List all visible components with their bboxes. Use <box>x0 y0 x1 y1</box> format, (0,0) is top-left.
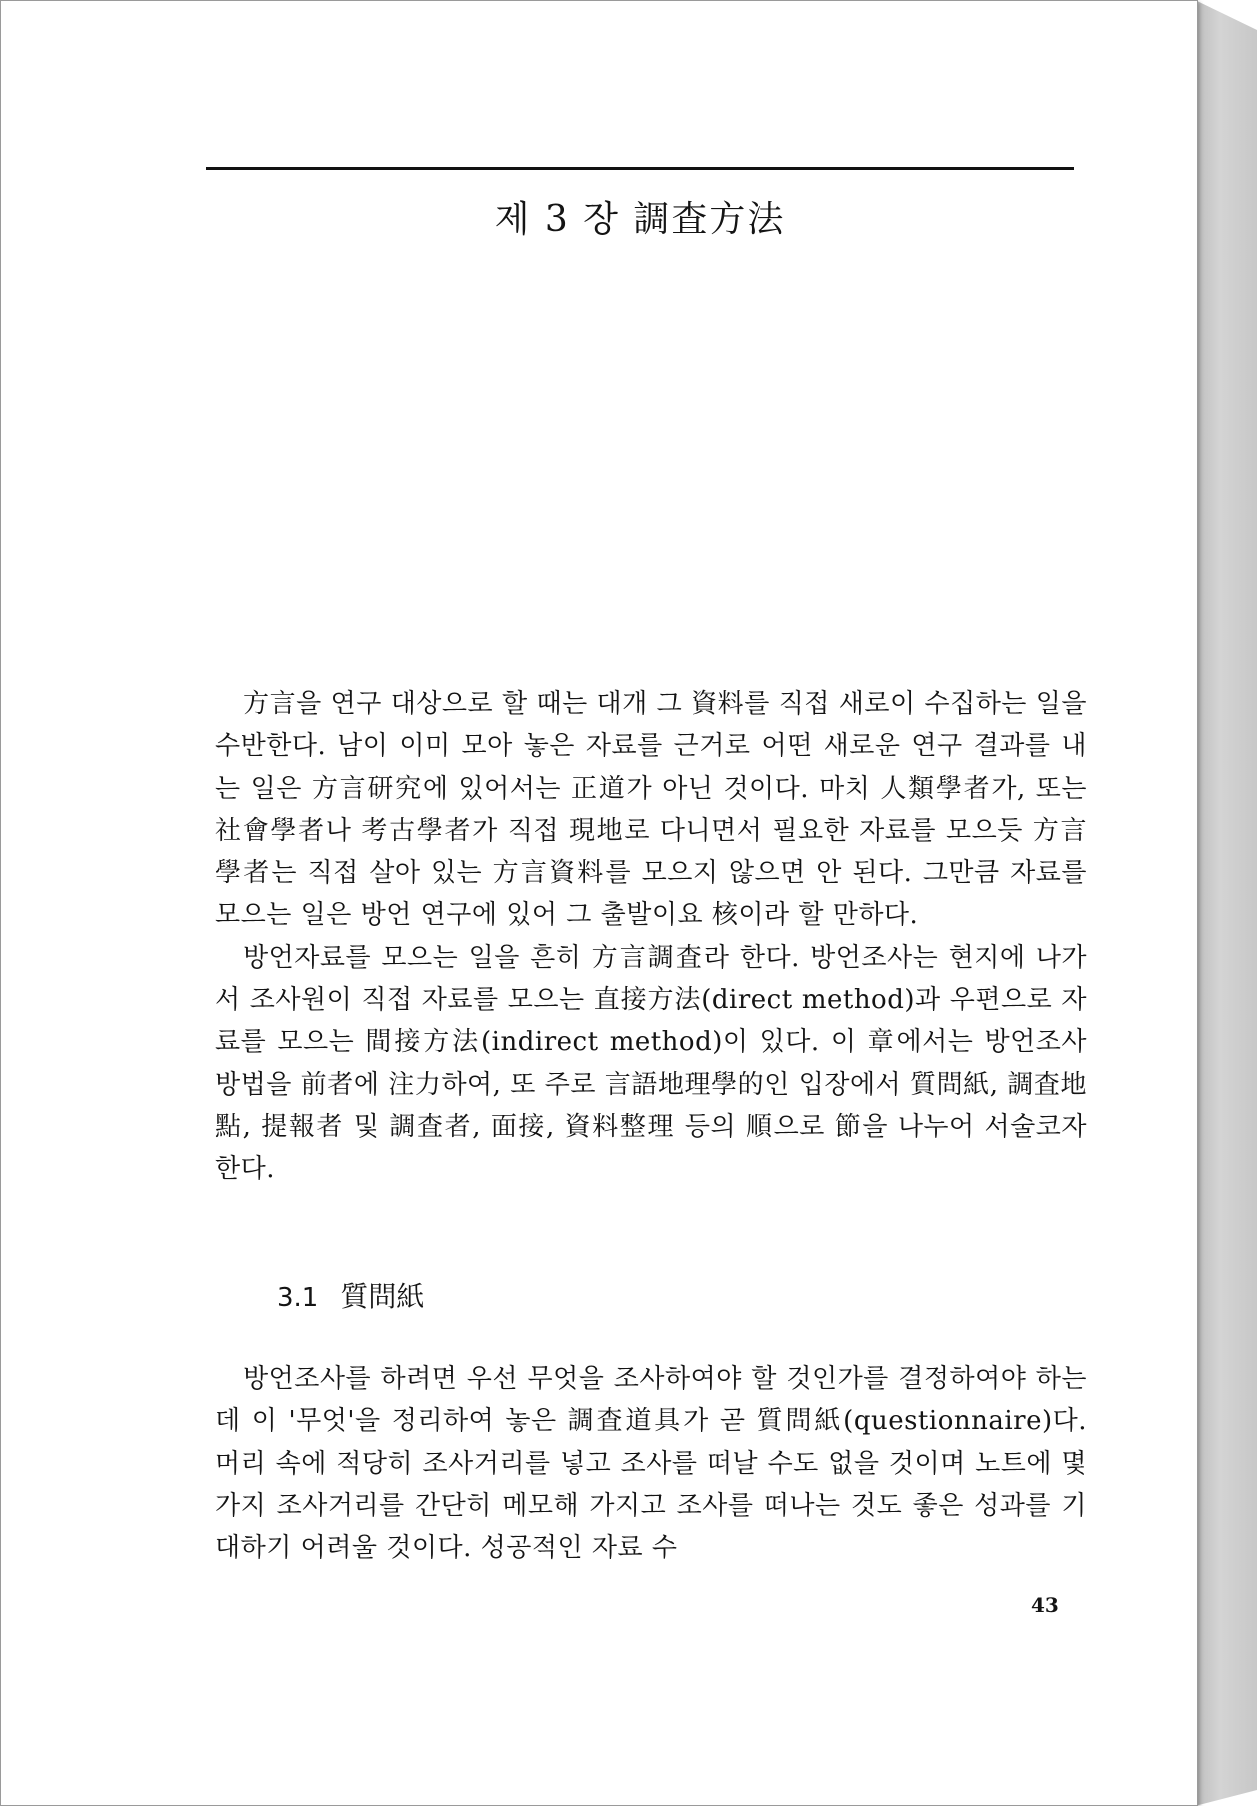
section-text <box>215 1358 1087 1569</box>
page-edge <box>1195 0 1257 1806</box>
chapter-top-rule <box>206 167 1074 170</box>
chapter-title: 제 3 장 調査方法 <box>494 199 786 240</box>
paragraph: 방언자료를 모으는 일을 흔히 方言調査라 한다. 방언조사는 현지에 나가서 조사원이 직접 자료를 모으는 直接方法(direct method)과 우편으로 자료를 모으는 間接方法(indirect method)이 있다. 이 章에서는 방언조사 방법을 前者에 注力하여, 또 주로 言語地理學的인 입장에서 質問紙, 調査地點, 提報者 및 調査者, 面接, 資料整理 등의 順으로 節을 나누어 서술코자 한다. <box>215 942 1087 1185</box>
paragraph: 方言을 연구 대상으로 할 때는 대개 그 資料를 직접 새로이 수집하는 일을 수반한다. 남이 이미 모아 놓은 자료를 근거로 어떤 새로운 연구 결과를 내는 일은 方言研究에 있어서는 正道가 아닌 것이다. 마치 人類學者가, 또는 社會學者나 考古學者가 직접 現地로 다니면서 필요한 자료를 모으듯 方言學者는 직접 살아 있는 方言資料를 모으지 않으면 안 된다. 그만큼 자료를 모으는 일은 방언 연구에 있어 그 출발이요 核이라 할 만하다. <box>215 689 1087 931</box>
page-number: 43 <box>1031 1593 1059 1617</box>
paragraph: 방언조사를 하려면 우선 무엇을 조사하여야 할 것인가를 결정하여야 하는데 이 '무엇'을 정리하여 놓은 調査道具가 곧 質問紙(questionnaire)다. 머리 속에 적당히 조사거리를 넣고 조사를 떠날 수도 없을 것이며 노트에 몇 가지 조사거리를 간단히 메모해 가지고 조사를 떠나는 것도 좋은 성과를 기대하기 어려울 것이다. 성공적인 자료 수 <box>215 1364 1087 1564</box>
section-title: 質問紙 <box>340 1280 425 1313</box>
intro-text <box>215 683 1087 1191</box>
section-number: 3.1 <box>277 1283 319 1313</box>
section-heading <box>277 1275 424 1315</box>
